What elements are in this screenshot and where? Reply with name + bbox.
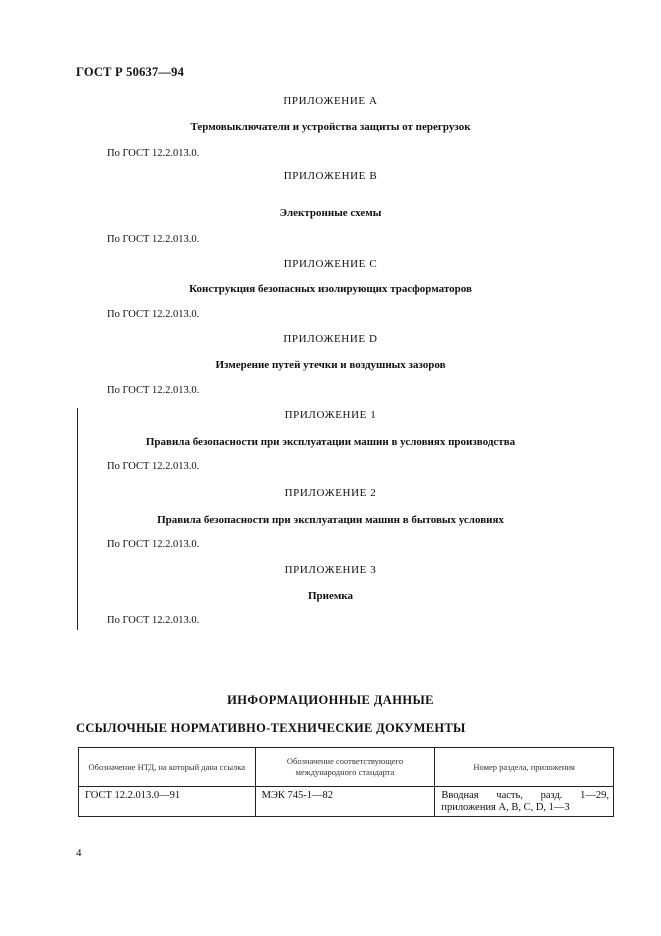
- appendix-title: Термовыключатели и устройства защиты от перегрузок: [190, 121, 471, 133]
- appendix-reference: По ГОСТ 12.2.013.0.: [107, 309, 200, 320]
- appendix-reference: По ГОСТ 12.2.013.0.: [107, 461, 200, 472]
- appendix-reference: По ГОСТ 12.2.013.0.: [107, 615, 200, 626]
- appendix-label: ПРИЛОЖЕНИЕ 1: [284, 409, 377, 421]
- info-heading: ИНФОРМАЦИОННЫЕ ДАННЫЕ: [227, 693, 434, 707]
- appendix-title: Электронные схемы: [279, 207, 382, 219]
- appendix-label: ПРИЛОЖЕНИЕ А: [283, 95, 378, 107]
- table-cell: Вводная часть, разд. 1—29, приложения А, В, С, D, 1—3: [435, 787, 614, 817]
- appendix-reference: По ГОСТ 12.2.013.0.: [107, 539, 200, 550]
- appendix-reference: По ГОСТ 12.2.013.0.: [107, 385, 200, 396]
- appendix-label: ПРИЛОЖЕНИЕ D: [283, 333, 378, 345]
- appendix-label: ПРИЛОЖЕНИЕ С: [283, 258, 378, 270]
- table-row: [79, 787, 614, 817]
- appendix-reference: По ГОСТ 12.2.013.0.: [107, 234, 200, 245]
- appendix-title: Правила безопасности при эксплуатации машин в бытовых условиях: [157, 514, 504, 526]
- references-heading: ССЫЛОЧНЫЕ НОРМАТИВНО-ТЕХНИЧЕСКИЕ ДОКУМЕНТЫ: [76, 721, 466, 735]
- references-table: [78, 747, 614, 817]
- appendix-title: Конструкция безопасных изолирующих трасформаторов: [189, 283, 472, 295]
- column-header: Обозначение НТД, на который дана ссылка: [79, 748, 256, 787]
- appendix-reference: По ГОСТ 12.2.013.0.: [107, 148, 200, 159]
- appendix-label: ПРИЛОЖЕНИЕ В: [283, 170, 378, 182]
- table-cell: МЭК 745-1—82: [255, 787, 435, 817]
- column-header: Номер раздела, приложения: [435, 748, 614, 787]
- appendix-label: ПРИЛОЖЕНИЕ 3: [284, 564, 377, 576]
- page-number: 4: [76, 847, 82, 859]
- appendix-title: Правила безопасности при эксплуатации машин в условиях производства: [145, 436, 516, 448]
- column-header: Обозначение соответствующего международного стандарта: [255, 748, 435, 787]
- appendix-label: ПРИЛОЖЕНИЕ 2: [284, 487, 377, 499]
- table-cell: ГОСТ 12.2.013.0—91: [79, 787, 256, 817]
- document-id: ГОСТ Р 50637—94: [76, 65, 185, 79]
- table-header-row: [79, 748, 614, 787]
- appendix-title: Приемка: [307, 590, 354, 602]
- appendix-title: Измерение путей утечки и воздушных зазоров: [215, 359, 446, 371]
